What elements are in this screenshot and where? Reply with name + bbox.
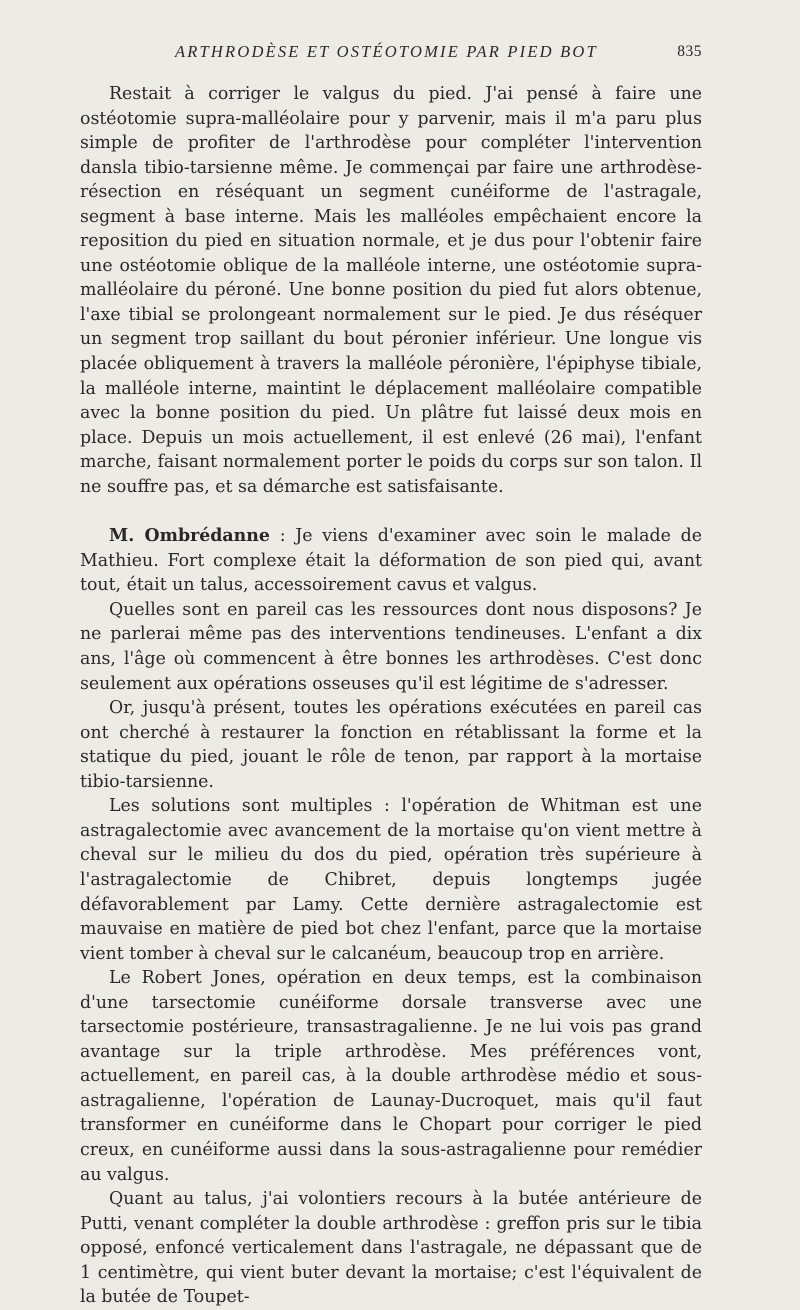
speaker-name: M. Ombrédanne xyxy=(109,526,270,547)
body-text xyxy=(80,82,702,1310)
running-title: ARTHRODÈSE ET OSTÉOTOMIE PAR PIED BOT xyxy=(175,42,598,61)
paragraph-resources: Quelles sont en pareil cas les ressources dont nous disposons? Je ne parlerai même pas des interventions tendineuses. L'enfant a dix ans, l'âge où commencent à être bonnes les arthrodèses. C'est donc seulement aux opérations osseuses qu'il est légitime de s'adresser. xyxy=(80,599,702,694)
page-header xyxy=(80,42,712,66)
paragraph-ombredanne-intro xyxy=(80,524,702,598)
paragraph-robert-jones: Le Robert Jones, opération en deux temps, est la combinaison d'une tarsectomie cunéiforme dorsale transverse avec une tarsectomie postérieure, transastragalienne. Je ne lui vois pas grand avantage sur la triple arthrodèse. Mes préférences vont, actuellement, en pareil cas, à la double arthrodèse médio et sous-astragalienne, l'opération de Launay-Ducroquet, mais qu'il faut transformer en cunéiforme dans le Chopart pour corriger le pied creux, en cunéiforme aussi dans la sous-astragalienne pour remédier au valgus. xyxy=(80,968,702,1185)
paragraph-operations: Or, jusqu'à présent, toutes les opérations exécutées en pareil cas ont cherché à restaurer la fonction en rétablissant la forme et la statique du pied, jouant le rôle de tenon, par rapport à la mortaise tibio-tarsienne. xyxy=(80,698,702,792)
paragraph-talus: Quant au talus, j'ai volontiers recours à la butée antérieure de Putti, venant compléter la double arthrodèse : greffon pris sur le tibia opposé, enfoncé verticalement dans l'astragale, ne dépassant que de 1 centimètre, qui vient buter devant la mortaise; c'est l'équivalent de la butée de Toupet- xyxy=(80,1189,702,1308)
paragraph-mathieu-case: Restait à corriger le valgus du pied. J'ai pensé à faire une ostéotomie supra-malléolaire pour y parvenir, mais il m'a paru plus simple de profiter de l'arthrodèse pour compléter l'intervention dansla tibio-tarsienne même. Je commençai par faire une arthrodèse-résection en réséquant un segment cunéiforme de l'astragale, segment à base interne. Mais les malléoles empêchaient encore la reposition du pied en situation normale, et je dus pour l'obtenir faire une ostéotomie oblique de la malléole interne, une ostéotomie supra-malléolaire du péroné. Une bonne position du pied fut alors obtenue, l'axe tibial se prolongeant normalement sur le pied. Je dus réséquer un segment trop saillant du bout péronier inférieur. Une longue vis placée obliquement à travers la malléole péronière, l'épiphyse tibiale, la malléole interne, maintint le déplacement malléolaire compatible avec la bonne position du pied. Un plâtre fut laissé deux mois en place. Depuis un mois actuellement, il est enlevé (26 mai), l'enfant marche, faisant normalement porter le poids du corps sur son talon. Il ne souffre pas, et sa démarche est satisfaisante. xyxy=(80,84,702,497)
paragraph-solutions: Les solutions sont multiples : l'opération de Whitman est une astragalectomie avec avancement de la mortaise qu'on vient mettre à cheval sur le milieu du dos du pied, opération très supérieure à l'astragalectomie de Chibret, depuis longtemps jugée défavorablement par Lamy. Cette dernière astragalectomie est mauvaise en matière de pied bot chez l'enfant, parce que la mortaise vient tomber à cheval sur le calcanéum, beaucoup trop en arrière. xyxy=(80,796,702,964)
paragraph-ombredanne-text: : Je viens d'examiner avec soin le malade de Mathieu. Fort complexe était la déformation de son pied qui, avant tout, était un talus, accessoirement cavus et valgus. xyxy=(80,526,702,596)
page-number: 835 xyxy=(677,43,702,60)
